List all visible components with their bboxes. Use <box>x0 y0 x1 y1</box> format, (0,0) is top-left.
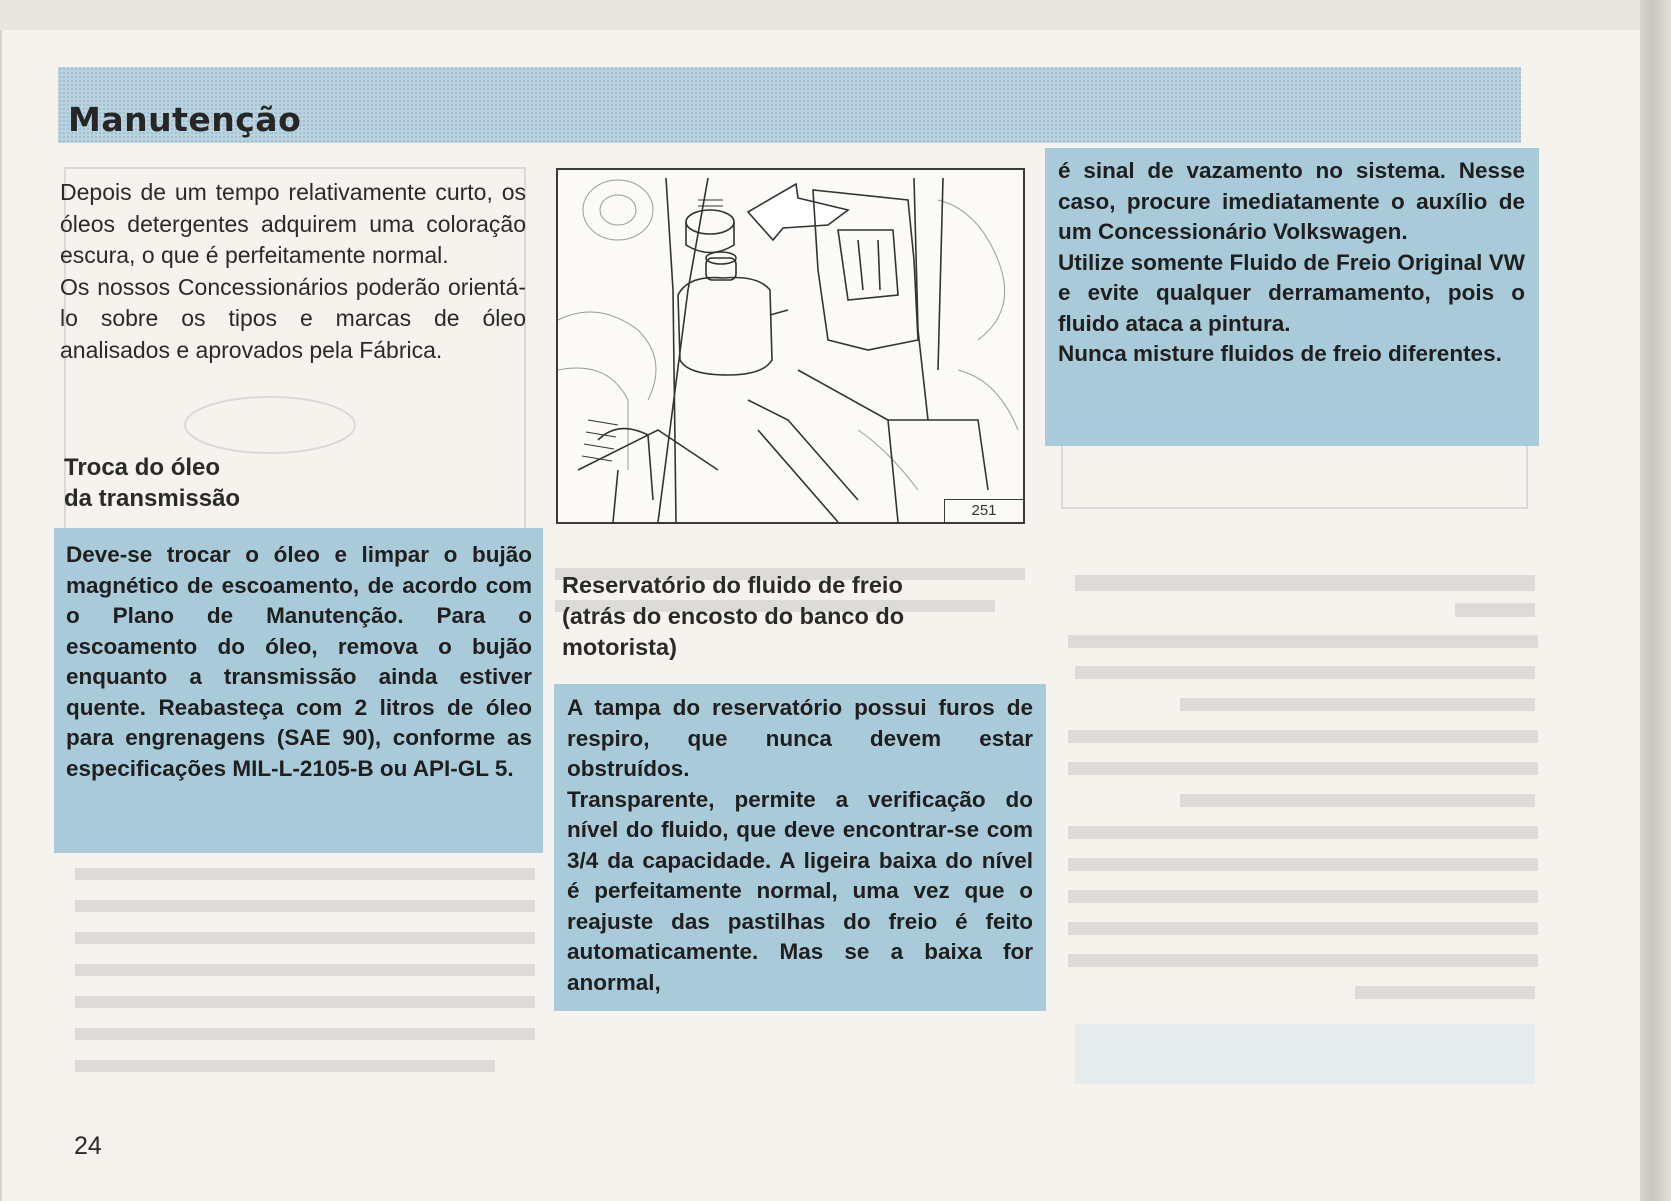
brake-reservoir-illustration <box>558 170 1023 522</box>
right-box-para3: Nunca misture fluidos de freio diferentes. <box>1058 341 1502 366</box>
page-number: 24 <box>74 1132 102 1160</box>
transmission-heading-line2: da transmissão <box>64 485 241 512</box>
brake-fluid-continued-box <box>1045 148 1539 446</box>
intro-text <box>60 177 526 366</box>
page-title: Manutenção <box>68 100 302 139</box>
transmission-info-box <box>54 528 543 853</box>
intro-paragraph-1: Depois de um tempo relativamente curto, os óleos detergentes adquirem uma coloração escura, o que é perfeitamente normal. <box>60 179 526 268</box>
right-box-para1: é sinal de vazamento no sistema. Nesse caso, procure imediatamente o auxílio de um Concessionário Volkswagen. <box>1058 158 1525 244</box>
brake-fluid-info-box <box>554 684 1046 1011</box>
brake-fluid-box-para2: Transparente, permite a verificação do nível do fluido, que deve encontrar-se com 3/4 da capacidade. A ligeira baixa do nível é perfeitamente normal, uma vez que o reajuste das pastilhas do freio é feito automaticamente. Mas se a baixa for anormal, <box>567 786 1033 995</box>
brake-reservoir-figure <box>556 168 1025 524</box>
right-box-para2: Utilize somente Fluido de Freio Original VW e evite qualquer derramamento, pois o fluido ataca a pintura. <box>1058 249 1525 336</box>
transmission-heading-line1: Troca do óleo <box>64 454 221 481</box>
intro-paragraph-2: Os nossos Concessionários poderão orientá-lo sobre os tipos e marcas de óleo analisados e aprovados pela Fábrica. <box>60 273 526 363</box>
brake-fluid-heading-line1: Reservatório do fluido de freio <box>562 572 903 598</box>
transmission-box-text: Deve-se trocar o óleo e limpar o bujão magnético de escoamento, de acordo com o Plano de Manutenção. Para o escoamento do óleo, remova o bujão enquanto a transmissão ainda estiver quente. Reabasteça com 2 litros de óleo para engrenagens (SAE 90), conforme as especificações MIL-L-2105-B ou API-GL 5. <box>66 542 532 781</box>
brake-fluid-heading <box>562 570 1022 663</box>
brake-fluid-box-para1: A tampa do reservatório possui furos de respiro, que nunca devem estar obstruídos. <box>567 695 1033 781</box>
brake-fluid-heading-line3: motorista) <box>562 634 677 660</box>
figure-number: 251 <box>944 499 1023 522</box>
transmission-heading <box>64 452 464 514</box>
brake-fluid-heading-line2: (atrás do encosto do banco do <box>562 603 905 629</box>
